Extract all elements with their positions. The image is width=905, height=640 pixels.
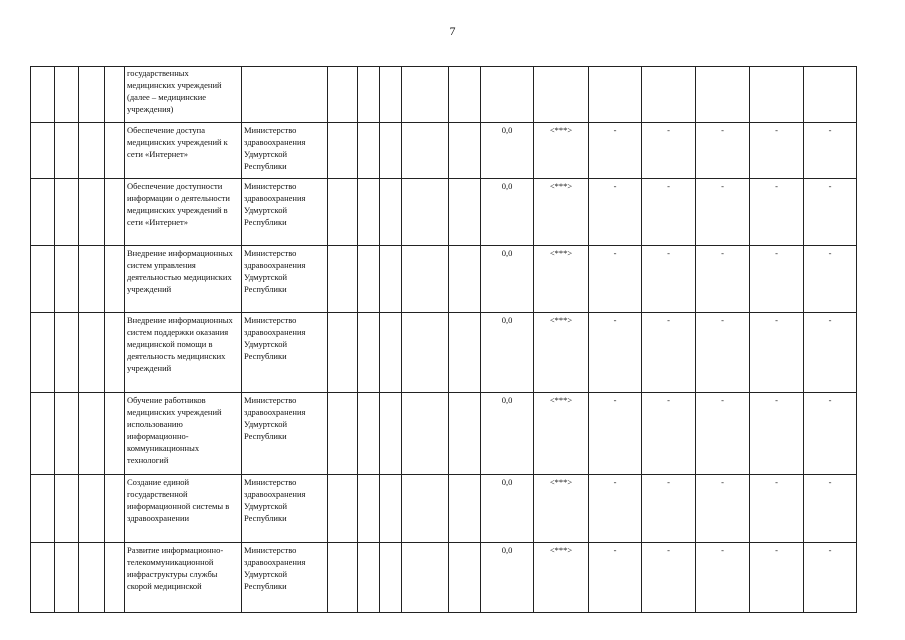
cell-empty [328,543,358,613]
executor: Министерство здравоохранения Удмуртской Республики [242,543,328,613]
cell-empty [31,123,55,179]
cell-empty [449,313,481,393]
cell-empty [328,246,358,313]
table-row [31,475,857,543]
dash-cell: - [589,246,642,313]
cell-empty [31,67,55,123]
dash-cell: - [750,393,804,475]
cell-empty [328,393,358,475]
cell-empty [328,313,358,393]
cell-empty [55,179,79,246]
executor: Министерство здравоохранения Удмуртской Республики [242,123,328,179]
cell-empty [380,123,402,179]
activity-name: Внедрение информационных систем поддержки оказания медицинской помощи в деятельность медицинских учреждений [125,313,242,393]
funding-value: 0,0 [481,246,534,313]
executor: Министерство здравоохранения Удмуртской Республики [242,313,328,393]
activity-name: Внедрение информационных систем управления деятельностью медицинских учреждений [125,246,242,313]
cell-empty [402,67,449,123]
cell-empty [380,246,402,313]
cell-empty [31,313,55,393]
cell-empty [358,179,380,246]
footnote-mark: <***> [534,123,589,179]
footnote-mark: <***> [534,179,589,246]
cell-empty [358,543,380,613]
activity-name: Развитие информационно-телекоммуникационной инфраструктуры службы скорой медицинской [125,543,242,613]
cell-empty [79,313,105,393]
dash-cell: - [804,313,857,393]
cell-empty [55,246,79,313]
cell-empty [696,67,750,123]
footnote-mark: <***> [534,313,589,393]
dash-cell: - [750,246,804,313]
dash-cell: - [589,393,642,475]
dash-cell: - [750,475,804,543]
table-row [31,543,857,613]
cell-empty [402,543,449,613]
dash-cell: - [642,543,696,613]
dash-cell: - [696,475,750,543]
cell-empty [105,543,125,613]
cell-empty [105,67,125,123]
cell-empty [328,67,358,123]
cell-empty [79,123,105,179]
cell-empty [55,543,79,613]
activity-name: Обеспечение доступности информации о деятельности медицинских учреждений в сети «Интернет» [125,179,242,246]
dash-cell: - [642,246,696,313]
dash-cell: - [589,313,642,393]
cell-empty [105,313,125,393]
cell-empty [328,123,358,179]
dash-cell: - [642,179,696,246]
cell-empty [358,313,380,393]
continuation-text: государственных медицинских учреждений (далее – медицинские учреждения) [125,67,242,123]
dash-cell: - [696,123,750,179]
funding-value: 0,0 [481,179,534,246]
dash-cell: - [696,393,750,475]
cell-empty [31,543,55,613]
executor: Министерство здравоохранения Удмуртской Республики [242,246,328,313]
dash-cell: - [589,123,642,179]
dash-cell: - [696,246,750,313]
dash-cell: - [804,475,857,543]
cell-empty [449,67,481,123]
dash-cell: - [642,123,696,179]
cell-empty [380,179,402,246]
dash-cell: - [750,179,804,246]
dash-cell: - [804,123,857,179]
cell-empty [55,393,79,475]
cell-empty [380,67,402,123]
footnote-mark: <***> [534,475,589,543]
cell-empty [358,393,380,475]
activity-name: Создание единой государственной информационной системы в здравоохранении [125,475,242,543]
table-row [31,393,857,475]
executor: Министерство здравоохранения Удмуртской Республики [242,475,328,543]
funding-value: 0,0 [481,475,534,543]
cell-empty [55,313,79,393]
table-row [31,179,857,246]
cell-empty [449,123,481,179]
dash-cell: - [642,313,696,393]
dash-cell: - [642,393,696,475]
cell-empty [79,475,105,543]
dash-cell: - [804,179,857,246]
executor: Министерство здравоохранения Удмуртской Республики [242,393,328,475]
cell-empty [380,475,402,543]
cell-empty [449,475,481,543]
cell-empty [358,475,380,543]
page-number: 7 [449,24,456,38]
cell-empty [358,246,380,313]
cell-empty [79,179,105,246]
cell-empty [402,179,449,246]
cell-empty [79,393,105,475]
footnote-mark: <***> [534,393,589,475]
cell-empty [31,393,55,475]
cell-empty [402,246,449,313]
activity-name: Обеспечение доступа медицинских учреждений к сети «Интернет» [125,123,242,179]
cell-empty [804,67,857,123]
dash-cell: - [750,313,804,393]
cell-empty [55,123,79,179]
cell-empty [402,475,449,543]
dash-cell: - [696,313,750,393]
cell-empty [328,179,358,246]
funding-value: 0,0 [481,393,534,475]
cell-empty [79,543,105,613]
dash-cell: - [750,543,804,613]
footnote-mark: <***> [534,543,589,613]
cell-empty [449,543,481,613]
dash-cell: - [696,543,750,613]
cell-empty [105,393,125,475]
cell-empty [449,246,481,313]
dash-cell: - [642,475,696,543]
dash-cell: - [589,475,642,543]
table-row [31,313,857,393]
cell-empty [380,543,402,613]
cell-empty [31,246,55,313]
cell-empty [750,67,804,123]
cell-empty [328,475,358,543]
dash-cell: - [804,393,857,475]
cell-empty [242,67,328,123]
cell-empty [534,67,589,123]
table-row [31,123,857,179]
dash-cell: - [804,246,857,313]
cell-empty [55,475,79,543]
cell-empty [31,475,55,543]
cell-empty [55,67,79,123]
dash-cell: - [804,543,857,613]
funding-value: 0,0 [481,543,534,613]
cell-empty [402,123,449,179]
cell-empty [105,123,125,179]
cell-empty [380,313,402,393]
cell-empty [449,179,481,246]
cell-empty [358,123,380,179]
cell-empty [449,393,481,475]
cell-empty [105,179,125,246]
cell-empty [589,67,642,123]
cell-empty [79,67,105,123]
funding-value: 0,0 [481,123,534,179]
cell-empty [481,67,534,123]
cell-empty [79,246,105,313]
dash-cell: - [696,179,750,246]
cell-empty [105,246,125,313]
table-row [31,246,857,313]
executor: Министерство здравоохранения Удмуртской Республики [242,179,328,246]
cell-empty [31,179,55,246]
program-table [30,66,857,613]
dash-cell: - [589,543,642,613]
funding-value: 0,0 [481,313,534,393]
cell-empty [402,393,449,475]
cell-empty [358,67,380,123]
footnote-mark: <***> [534,246,589,313]
table-row-continuation [31,67,857,123]
cell-empty [642,67,696,123]
cell-empty [380,393,402,475]
cell-empty [105,475,125,543]
dash-cell: - [750,123,804,179]
cell-empty [402,313,449,393]
activity-name: Обучение работников медицинских учреждений использованию информационно-коммуникационных технологий [125,393,242,475]
dash-cell: - [589,179,642,246]
